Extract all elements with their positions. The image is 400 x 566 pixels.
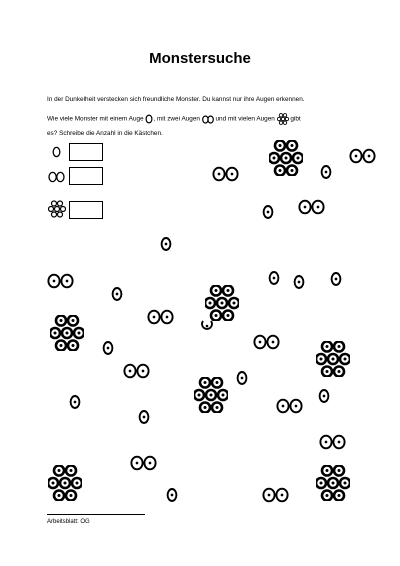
two-eyed-monster (130, 455, 157, 471)
one-eyed-monster (293, 274, 305, 290)
many-eyed-monster (269, 140, 303, 176)
one-eyed-monster (102, 340, 114, 356)
one-eyed-monster (69, 394, 81, 410)
question-part-2: , mit zwei Augen (153, 115, 200, 123)
two-eyed-monster (298, 199, 325, 215)
footer-divider (47, 514, 145, 515)
two-eyed-monster (212, 166, 239, 182)
two-eyed-monster (319, 434, 346, 450)
one-eyed-monster (111, 286, 123, 302)
two-eyed-monster (47, 273, 74, 289)
many-eyed-monster (50, 315, 84, 351)
many-eyed-monster (316, 465, 350, 501)
one-eyed-monster (320, 164, 332, 180)
two-eyed-monster (262, 487, 289, 503)
two-eyed-monster (123, 363, 150, 379)
question-line-1 (47, 113, 301, 125)
question-part-3: und mit vielen Augen (215, 115, 275, 123)
two-eyed-monster (253, 334, 280, 350)
question-line-2: es? Schreibe die Anzahl in die Kästchen. (47, 130, 163, 137)
one-eyed-monster (236, 370, 248, 386)
many-eyed-monster (194, 377, 228, 413)
half-hidden-monster (200, 318, 214, 332)
many-eyed-monster (48, 465, 82, 501)
many-eyed-monster (316, 341, 350, 377)
many-eyes-icon (277, 113, 289, 125)
one-eyed-monster (268, 270, 280, 286)
footer-credit: Arbeitsblatt: OG (47, 519, 90, 525)
two-eyed-monster (276, 398, 303, 414)
two-eyes-icon (202, 115, 214, 124)
one-eyed-monster (138, 409, 150, 425)
one-eyed-monster (160, 236, 172, 252)
two-eyed-monster (349, 148, 376, 164)
many-eyes-icon (48, 200, 66, 218)
question-part-1: Wie viele Monster mit einem Auge (47, 115, 144, 123)
answer-box-one-eye[interactable] (69, 143, 103, 161)
page-title: Monstersuche (149, 50, 251, 67)
one-eye-icon (52, 146, 61, 158)
one-eyed-monster (262, 204, 274, 220)
two-eyes-icon (48, 171, 65, 183)
answer-box-two-eyes[interactable] (69, 167, 103, 185)
one-eyed-monster (166, 487, 178, 503)
many-eyed-monster (205, 285, 239, 321)
two-eyed-monster (147, 309, 174, 325)
one-eyed-monster (318, 388, 330, 404)
intro-text: In der Dunkelheit verstecken sich freundliche Monster. Du kannst nur ihre Augen erkennen. (47, 96, 305, 103)
answer-box-many-eyes[interactable] (69, 201, 103, 219)
question-part-4: gibt (290, 115, 301, 123)
one-eyed-monster (330, 271, 342, 287)
